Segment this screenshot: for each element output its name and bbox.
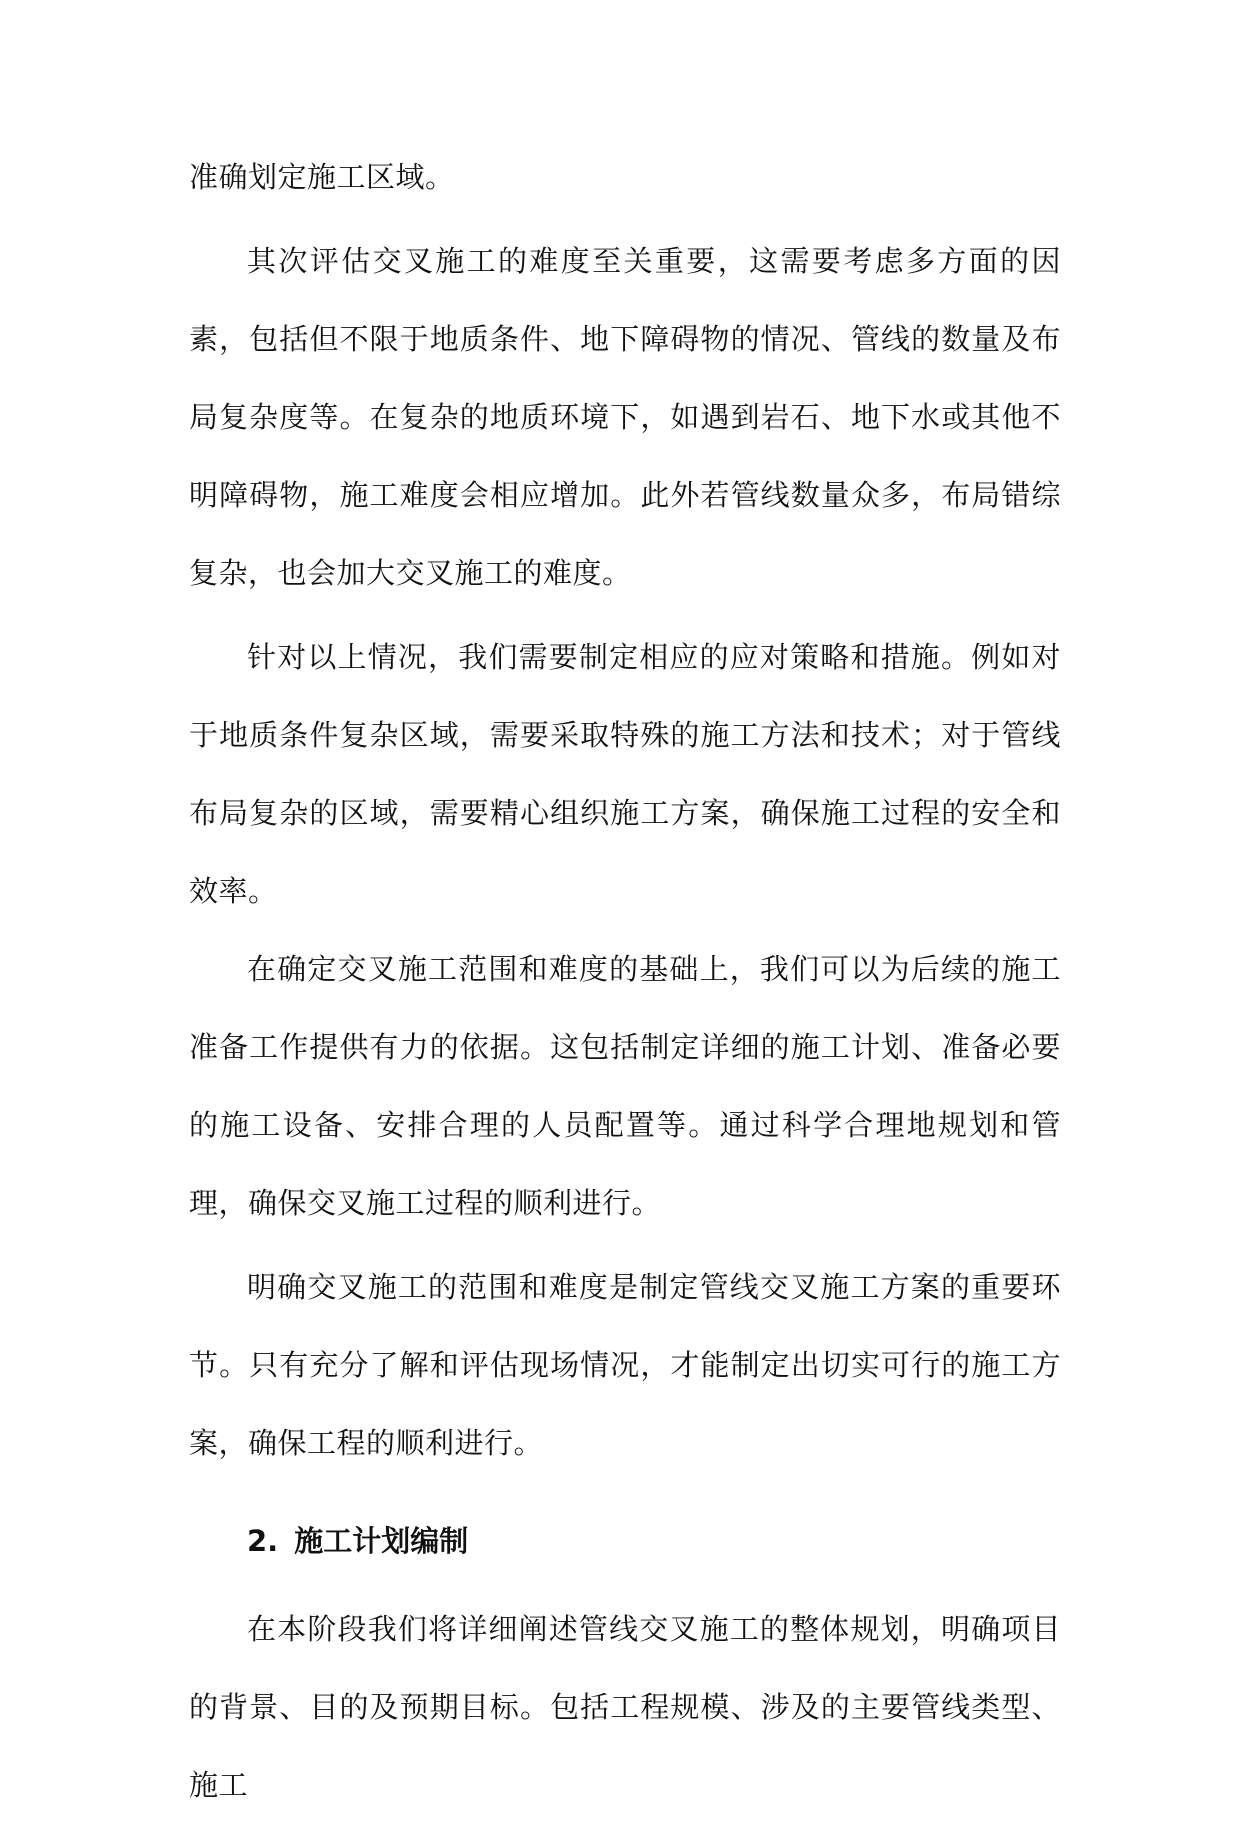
section-number: 2. [247, 1524, 279, 1558]
paragraph-conclusion: 明确交叉施工的范围和难度是制定管线交叉施工方案的重要环节。只有充分了解和评估现场情况，才能制定出切实可行的施工方案，确保工程的顺利进行。 [189, 1270, 1061, 1460]
paragraph-planning-intro: 在本阶段我们将详细阐述管线交叉施工的整体规划，明确项目的背景、目的及预期目标。包括工程规模、涉及的主要管线类型、施工 [189, 1612, 1061, 1802]
section-heading [189, 1502, 1061, 1580]
section-title: 施工计划编制 [294, 1524, 469, 1558]
paragraph-difficulty-assessment: 其次评估交叉施工的难度至关重要，这需要考虑多方面的因素，包括但不限于地质条件、地下障碍物的情况、管线的数量及布局复杂度等。在复杂的地质环境下，如遇到岩石、地下水或其他不明障碍物，施工难度会相应增加。此外若管线数量众多，布局错综复杂，也会加大交叉施工的难度。 [189, 244, 1061, 590]
paragraph-continuation: 准确划定施工区域。 [189, 160, 455, 194]
paragraph-preparation: 在确定交叉施工范围和难度的基础上，我们可以为后续的施工准备工作提供有力的依据。这包括制定详细的施工计划、准备必要的施工设备、安排合理的人员配置等。通过科学合理地规划和管理，确保交叉施工过程的顺利进行。 [189, 952, 1061, 1220]
paragraph-strategy: 针对以上情况，我们需要制定相应的应对策略和措施。例如对于地质条件复杂区域，需要采取特殊的施工方法和技术；对于管线布局复杂的区域，需要精心组织施工方案，确保施工过程的安全和效率。 [189, 640, 1061, 908]
document-body [189, 138, 1061, 1824]
